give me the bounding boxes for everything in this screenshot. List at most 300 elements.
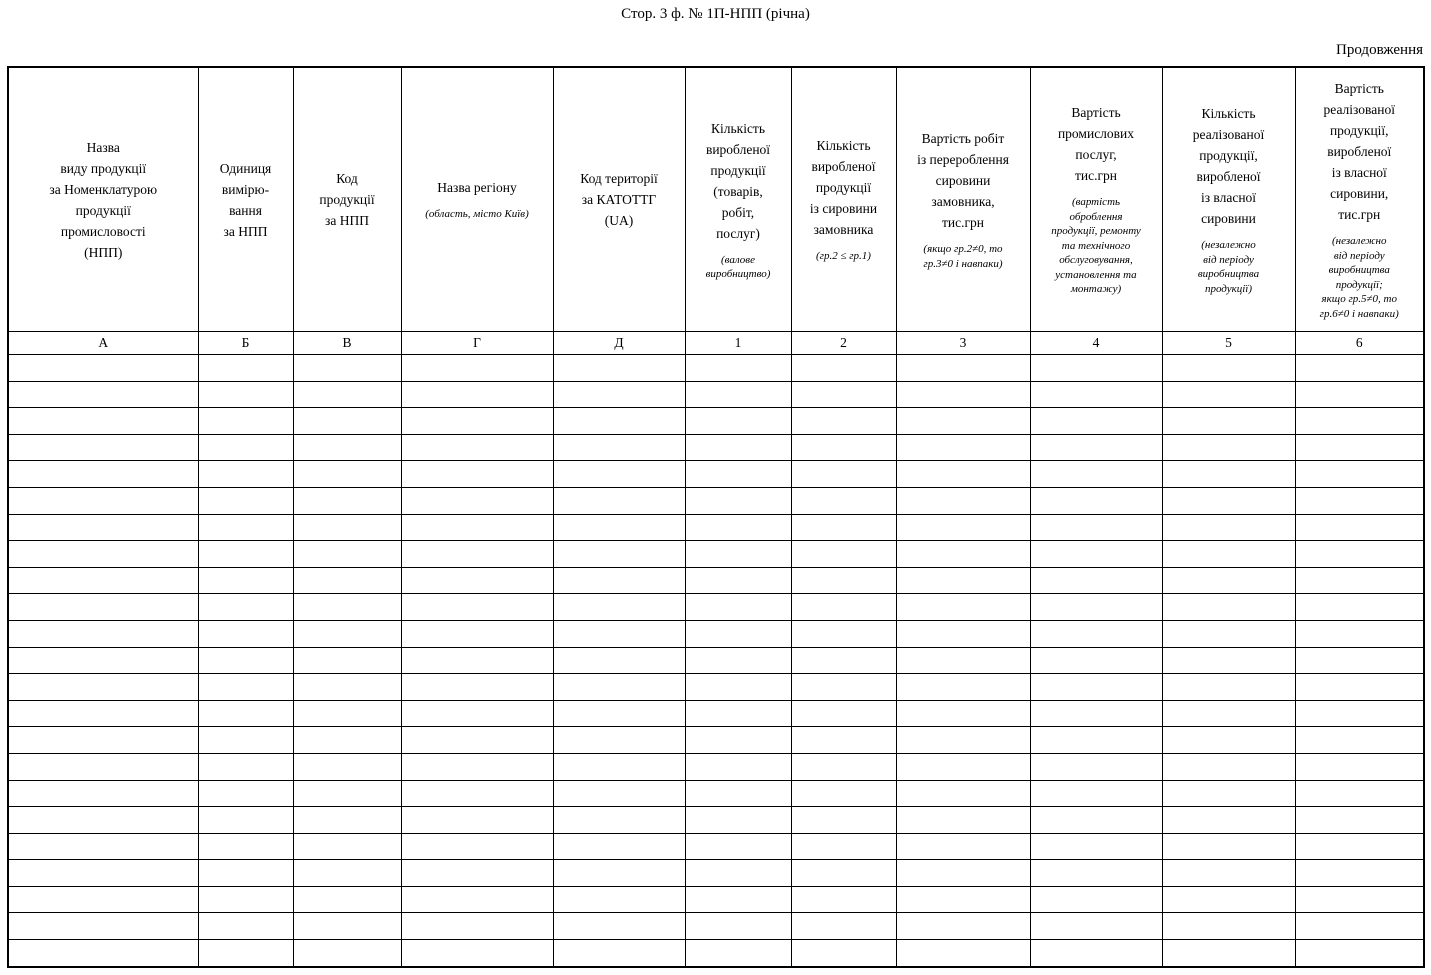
table-cell-qty-sold-own-raw [1162, 461, 1295, 488]
table-cell-unit-of-measure [198, 647, 293, 674]
table-cell-territory-code-katottg [553, 833, 685, 860]
table-cell-qty-produced [685, 434, 791, 461]
table-cell-product-name-npp [8, 434, 198, 461]
table-cell-qty-sold-own-raw [1162, 753, 1295, 780]
table-cell-cost-industrial-services [1030, 860, 1162, 887]
table-row [8, 647, 1424, 674]
table-cell-qty-produced-customer-raw [791, 727, 896, 754]
table-cell-unit-of-measure [198, 727, 293, 754]
table-cell-qty-sold-own-raw [1162, 807, 1295, 834]
table-cell-qty-sold-own-raw [1162, 487, 1295, 514]
table-row [8, 434, 1424, 461]
table-cell-cost-processing-customer-raw [896, 833, 1030, 860]
table-cell-cost-industrial-services [1030, 833, 1162, 860]
table-cell-qty-produced-customer-raw [791, 355, 896, 382]
table-cell-value-sold-own-raw [1295, 355, 1424, 382]
table-cell-product-code-npp [293, 647, 401, 674]
table-row [8, 807, 1424, 834]
table-cell-product-name-npp [8, 674, 198, 701]
table-cell-value-sold-own-raw [1295, 514, 1424, 541]
column-header-note: (незалежно від періоду виробництва продукції) [1197, 239, 1260, 295]
table-cell-cost-industrial-services [1030, 514, 1162, 541]
table-cell-qty-produced-customer-raw [791, 594, 896, 621]
table-cell-cost-industrial-services [1030, 487, 1162, 514]
table-cell-territory-code-katottg [553, 727, 685, 754]
column-code-qty-sold-own-raw: 5 [1162, 332, 1295, 355]
table-cell-product-name-npp [8, 700, 198, 727]
column-header-label: Кількість виробленої продукції із сировини замовника [809, 138, 878, 238]
table-cell-qty-produced [685, 860, 791, 887]
table-cell-cost-industrial-services [1030, 541, 1162, 568]
table-cell-qty-produced-customer-raw [791, 408, 896, 435]
column-header-label: Вартість робіт із перероблення сировини замовника, тис.грн [917, 131, 1009, 230]
table-cell-product-name-npp [8, 753, 198, 780]
table-cell-qty-produced [685, 913, 791, 940]
table-cell-product-code-npp [293, 434, 401, 461]
table-cell-region-name [401, 594, 553, 621]
table-cell-qty-sold-own-raw [1162, 620, 1295, 647]
table-cell-product-name-npp [8, 647, 198, 674]
table-cell-cost-processing-customer-raw [896, 461, 1030, 488]
table-cell-product-name-npp [8, 913, 198, 940]
table-cell-unit-of-measure [198, 487, 293, 514]
table-cell-territory-code-katottg [553, 807, 685, 834]
table-cell-qty-produced-customer-raw [791, 674, 896, 701]
table-cell-product-name-npp [8, 541, 198, 568]
table-cell-unit-of-measure [198, 514, 293, 541]
table-cell-qty-produced [685, 567, 791, 594]
table-cell-qty-sold-own-raw [1162, 594, 1295, 621]
table-cell-cost-industrial-services [1030, 434, 1162, 461]
table-cell-qty-sold-own-raw [1162, 408, 1295, 435]
table-cell-qty-produced-customer-raw [791, 487, 896, 514]
table-cell-product-code-npp [293, 514, 401, 541]
table-cell-cost-industrial-services [1030, 753, 1162, 780]
table-cell-territory-code-katottg [553, 886, 685, 913]
table-cell-territory-code-katottg [553, 381, 685, 408]
table-cell-cost-processing-customer-raw [896, 355, 1030, 382]
table-cell-qty-produced-customer-raw [791, 940, 896, 967]
table-cell-product-name-npp [8, 355, 198, 382]
column-code-product-code-npp: В [293, 332, 401, 355]
table-cell-qty-sold-own-raw [1162, 940, 1295, 967]
column-code-row [8, 332, 1424, 355]
table-cell-cost-industrial-services [1030, 355, 1162, 382]
table-cell-product-code-npp [293, 860, 401, 887]
table-cell-territory-code-katottg [553, 940, 685, 967]
table-cell-territory-code-katottg [553, 434, 685, 461]
table-cell-cost-processing-customer-raw [896, 753, 1030, 780]
table-cell-cost-processing-customer-raw [896, 514, 1030, 541]
table-cell-unit-of-measure [198, 434, 293, 461]
table-cell-qty-produced-customer-raw [791, 381, 896, 408]
table-row [8, 780, 1424, 807]
column-header-label: Код продукції за НПП [319, 171, 375, 228]
column-header-note: (область, місто Київ) [425, 208, 529, 221]
table-cell-qty-sold-own-raw [1162, 355, 1295, 382]
table-cell-unit-of-measure [198, 567, 293, 594]
column-code-territory-code-katottg: Д [553, 332, 685, 355]
table-cell-region-name [401, 674, 553, 701]
table-cell-qty-produced-customer-raw [791, 913, 896, 940]
table-cell-cost-industrial-services [1030, 408, 1162, 435]
table-cell-cost-industrial-services [1030, 913, 1162, 940]
column-header-note: (валове виробництво) [705, 253, 771, 280]
column-header-label: Вартість промислових послуг, тис.грн [1057, 105, 1135, 184]
table-cell-cost-industrial-services [1030, 940, 1162, 967]
table-cell-qty-sold-own-raw [1162, 541, 1295, 568]
table-cell-value-sold-own-raw [1295, 860, 1424, 887]
table-cell-unit-of-measure [198, 940, 293, 967]
table-cell-qty-produced [685, 753, 791, 780]
table-cell-value-sold-own-raw [1295, 461, 1424, 488]
table-cell-product-code-npp [293, 727, 401, 754]
table-cell-qty-produced-customer-raw [791, 886, 896, 913]
table-cell-value-sold-own-raw [1295, 833, 1424, 860]
table-cell-territory-code-katottg [553, 700, 685, 727]
table-cell-unit-of-measure [198, 620, 293, 647]
column-header-value-sold-own-raw [1295, 67, 1424, 332]
table-cell-qty-produced-customer-raw [791, 434, 896, 461]
table-cell-territory-code-katottg [553, 567, 685, 594]
table-row [8, 541, 1424, 568]
column-header-label: Назва регіону [437, 180, 517, 196]
table-cell-qty-produced-customer-raw [791, 461, 896, 488]
table-cell-territory-code-katottg [553, 594, 685, 621]
table-cell-cost-industrial-services [1030, 647, 1162, 674]
column-code-cost-processing-customer-raw: 3 [896, 332, 1030, 355]
table-cell-qty-produced [685, 940, 791, 967]
table-cell-qty-produced [685, 833, 791, 860]
table-cell-product-code-npp [293, 833, 401, 860]
table-cell-territory-code-katottg [553, 355, 685, 382]
table-cell-product-code-npp [293, 753, 401, 780]
table-cell-unit-of-measure [198, 886, 293, 913]
column-header-label: Одиниця вимірю- вання за НПП [219, 160, 272, 239]
table-cell-cost-processing-customer-raw [896, 381, 1030, 408]
table-row [8, 567, 1424, 594]
table-cell-qty-sold-own-raw [1162, 567, 1295, 594]
table-cell-product-code-npp [293, 408, 401, 435]
page-title: Стор. 3 ф. № 1П-НПП (річна) [621, 6, 810, 22]
table-cell-product-code-npp [293, 700, 401, 727]
table-cell-region-name [401, 860, 553, 887]
column-header-product-code-npp [293, 67, 401, 332]
table-cell-territory-code-katottg [553, 647, 685, 674]
table-cell-value-sold-own-raw [1295, 886, 1424, 913]
table-row [8, 913, 1424, 940]
table-row [8, 408, 1424, 435]
table-cell-qty-produced [685, 780, 791, 807]
table-cell-region-name [401, 913, 553, 940]
table-cell-product-name-npp [8, 461, 198, 488]
column-header-note: (гр.2 ≤ гр.1) [816, 250, 871, 263]
column-code-qty-produced-customer-raw: 2 [791, 332, 896, 355]
table-cell-product-name-npp [8, 408, 198, 435]
table-cell-cost-processing-customer-raw [896, 594, 1030, 621]
table-cell-cost-processing-customer-raw [896, 620, 1030, 647]
table-cell-product-name-npp [8, 381, 198, 408]
table-cell-region-name [401, 886, 553, 913]
table-cell-unit-of-measure [198, 408, 293, 435]
table-row [8, 594, 1424, 621]
table-cell-region-name [401, 807, 553, 834]
column-header-cost-industrial-services [1030, 67, 1162, 332]
column-code-region-name: Г [401, 332, 553, 355]
table-cell-cost-industrial-services [1030, 727, 1162, 754]
table-cell-region-name [401, 355, 553, 382]
table-cell-cost-industrial-services [1030, 567, 1162, 594]
table-cell-qty-sold-own-raw [1162, 833, 1295, 860]
table-cell-qty-produced-customer-raw [791, 647, 896, 674]
table-cell-value-sold-own-raw [1295, 807, 1424, 834]
table-cell-qty-sold-own-raw [1162, 514, 1295, 541]
table-cell-product-name-npp [8, 833, 198, 860]
table-cell-value-sold-own-raw [1295, 674, 1424, 701]
table-cell-product-name-npp [8, 514, 198, 541]
table-cell-cost-industrial-services [1030, 620, 1162, 647]
table-cell-qty-sold-own-raw [1162, 886, 1295, 913]
table-cell-cost-industrial-services [1030, 381, 1162, 408]
table-cell-unit-of-measure [198, 355, 293, 382]
table-cell-product-code-npp [293, 594, 401, 621]
table-cell-cost-processing-customer-raw [896, 727, 1030, 754]
column-header-label: Кількість виробленої продукції (товарів, робіт, послуг) [705, 120, 771, 241]
table-cell-region-name [401, 434, 553, 461]
table-cell-region-name [401, 940, 553, 967]
table-cell-qty-produced-customer-raw [791, 567, 896, 594]
table-cell-cost-processing-customer-raw [896, 886, 1030, 913]
column-code-unit-of-measure: Б [198, 332, 293, 355]
table-cell-region-name [401, 487, 553, 514]
table-cell-qty-produced [685, 408, 791, 435]
table-cell-product-code-npp [293, 355, 401, 382]
table-cell-product-code-npp [293, 913, 401, 940]
table-cell-value-sold-own-raw [1295, 434, 1424, 461]
table-cell-value-sold-own-raw [1295, 408, 1424, 435]
table-cell-value-sold-own-raw [1295, 700, 1424, 727]
table-cell-region-name [401, 567, 553, 594]
column-header-label: Вартість реалізованої продукції, виробленої із власної сировини, тис.грн [1323, 81, 1395, 222]
table-cell-region-name [401, 541, 553, 568]
table-cell-product-code-npp [293, 807, 401, 834]
table-row [8, 381, 1424, 408]
table-cell-cost-industrial-services [1030, 807, 1162, 834]
table-cell-qty-sold-own-raw [1162, 860, 1295, 887]
table-cell-qty-produced-customer-raw [791, 620, 896, 647]
table-cell-cost-processing-customer-raw [896, 860, 1030, 887]
table-cell-cost-industrial-services [1030, 594, 1162, 621]
table-cell-product-code-npp [293, 541, 401, 568]
table-cell-qty-sold-own-raw [1162, 913, 1295, 940]
table-cell-qty-produced [685, 886, 791, 913]
table-cell-unit-of-measure [198, 833, 293, 860]
column-header-region-name [401, 67, 553, 332]
table-cell-value-sold-own-raw [1295, 780, 1424, 807]
table-row [8, 620, 1424, 647]
column-header-label: Кількість реалізованої продукції, виробленої із власної сировини [1192, 106, 1265, 226]
table-cell-unit-of-measure [198, 753, 293, 780]
table-cell-cost-processing-customer-raw [896, 567, 1030, 594]
table-cell-qty-sold-own-raw [1162, 434, 1295, 461]
table-cell-product-name-npp [8, 940, 198, 967]
table-cell-qty-produced [685, 594, 791, 621]
table-cell-territory-code-katottg [553, 913, 685, 940]
table-row [8, 886, 1424, 913]
table-cell-qty-sold-own-raw [1162, 647, 1295, 674]
table-row [8, 514, 1424, 541]
column-header-qty-produced-customer-raw [791, 67, 896, 332]
table-cell-region-name [401, 461, 553, 488]
table-cell-unit-of-measure [198, 860, 293, 887]
table-cell-cost-processing-customer-raw [896, 434, 1030, 461]
table-cell-product-name-npp [8, 487, 198, 514]
column-header-note: (вартість оброблення продукції, ремонту та технічного обслуговування, установлення та монтажу) [1051, 196, 1141, 296]
table-cell-qty-produced-customer-raw [791, 514, 896, 541]
table-cell-qty-produced [685, 700, 791, 727]
table-cell-unit-of-measure [198, 381, 293, 408]
table-cell-qty-produced-customer-raw [791, 753, 896, 780]
table-cell-value-sold-own-raw [1295, 727, 1424, 754]
table-cell-cost-industrial-services [1030, 780, 1162, 807]
column-header-label: Назва виду продукції за Номенклатурою продукції промисловості (НПП) [49, 139, 158, 260]
table-cell-unit-of-measure [198, 594, 293, 621]
table-cell-cost-processing-customer-raw [896, 807, 1030, 834]
table-cell-unit-of-measure [198, 700, 293, 727]
table-cell-value-sold-own-raw [1295, 620, 1424, 647]
table-cell-cost-industrial-services [1030, 886, 1162, 913]
column-header-qty-sold-own-raw [1162, 67, 1295, 332]
table-cell-region-name [401, 727, 553, 754]
column-header-unit-of-measure [198, 67, 293, 332]
table-cell-territory-code-katottg [553, 514, 685, 541]
table-cell-unit-of-measure [198, 913, 293, 940]
table-cell-region-name [401, 408, 553, 435]
column-header-note: (якщо гр.2≠0, то гр.3≠0 і навпаки) [923, 243, 1003, 270]
table-cell-value-sold-own-raw [1295, 940, 1424, 967]
table-cell-product-code-npp [293, 567, 401, 594]
table-cell-product-code-npp [293, 461, 401, 488]
table-cell-cost-processing-customer-raw [896, 674, 1030, 701]
table-cell-product-code-npp [293, 487, 401, 514]
table-cell-product-name-npp [8, 807, 198, 834]
table-cell-unit-of-measure [198, 780, 293, 807]
table-cell-product-name-npp [8, 620, 198, 647]
table-cell-territory-code-katottg [553, 780, 685, 807]
table-cell-cost-processing-customer-raw [896, 700, 1030, 727]
table-cell-territory-code-katottg [553, 487, 685, 514]
table-cell-qty-produced [685, 727, 791, 754]
table-cell-region-name [401, 620, 553, 647]
table-cell-region-name [401, 514, 553, 541]
table-row [8, 700, 1424, 727]
table-cell-product-code-npp [293, 620, 401, 647]
production-table [7, 66, 1425, 968]
table-cell-value-sold-own-raw [1295, 567, 1424, 594]
column-header-label: Код території за КАТОТТГ (UA) [580, 171, 658, 228]
table-cell-product-code-npp [293, 674, 401, 701]
table-row [8, 487, 1424, 514]
column-code-cost-industrial-services: 4 [1030, 332, 1162, 355]
column-header-note: (незалежно від періоду виробництва продукції; якщо гр.5≠0, то гр.6≠0 і навпаки) [1319, 235, 1399, 320]
table-row [8, 860, 1424, 887]
table-row [8, 727, 1424, 754]
column-header-qty-produced [685, 67, 791, 332]
table-cell-qty-sold-own-raw [1162, 700, 1295, 727]
table-cell-region-name [401, 753, 553, 780]
table-cell-territory-code-katottg [553, 860, 685, 887]
table-cell-qty-produced-customer-raw [791, 833, 896, 860]
table-cell-qty-produced [685, 674, 791, 701]
table-cell-region-name [401, 833, 553, 860]
table-cell-qty-produced [685, 381, 791, 408]
table-cell-product-name-npp [8, 594, 198, 621]
table-row [8, 940, 1424, 967]
table-cell-qty-produced [685, 647, 791, 674]
table-cell-value-sold-own-raw [1295, 594, 1424, 621]
table-cell-unit-of-measure [198, 674, 293, 701]
table-cell-qty-produced-customer-raw [791, 700, 896, 727]
table-cell-cost-processing-customer-raw [896, 541, 1030, 568]
header-row [8, 67, 1424, 332]
table-cell-cost-industrial-services [1030, 674, 1162, 701]
table-cell-product-name-npp [8, 780, 198, 807]
table-cell-cost-processing-customer-raw [896, 780, 1030, 807]
column-code-product-name-npp: А [8, 332, 198, 355]
table-cell-qty-produced [685, 620, 791, 647]
table-cell-region-name [401, 381, 553, 408]
column-header-cost-processing-customer-raw [896, 67, 1030, 332]
table-cell-qty-produced [685, 355, 791, 382]
table-cell-territory-code-katottg [553, 753, 685, 780]
table-cell-territory-code-katottg [553, 620, 685, 647]
table-cell-qty-sold-own-raw [1162, 381, 1295, 408]
table-cell-product-code-npp [293, 381, 401, 408]
table-cell-value-sold-own-raw [1295, 487, 1424, 514]
table-cell-qty-sold-own-raw [1162, 674, 1295, 701]
table-cell-product-code-npp [293, 886, 401, 913]
table-cell-value-sold-own-raw [1295, 913, 1424, 940]
table-cell-qty-produced-customer-raw [791, 807, 896, 834]
table-cell-cost-processing-customer-raw [896, 913, 1030, 940]
table-cell-qty-produced-customer-raw [791, 860, 896, 887]
table-cell-product-name-npp [8, 727, 198, 754]
table-row [8, 674, 1424, 701]
table-cell-cost-industrial-services [1030, 700, 1162, 727]
table-row [8, 833, 1424, 860]
table-cell-qty-produced [685, 541, 791, 568]
table-cell-value-sold-own-raw [1295, 541, 1424, 568]
table-cell-product-name-npp [8, 860, 198, 887]
table-cell-qty-sold-own-raw [1162, 727, 1295, 754]
table-row [8, 461, 1424, 488]
table-row [8, 753, 1424, 780]
continuation-label: Продовження [1336, 42, 1423, 58]
table-cell-cost-processing-customer-raw [896, 647, 1030, 674]
table-cell-territory-code-katottg [553, 461, 685, 488]
table-cell-territory-code-katottg [553, 541, 685, 568]
table-cell-qty-sold-own-raw [1162, 780, 1295, 807]
table-row [8, 355, 1424, 382]
table-cell-cost-processing-customer-raw [896, 487, 1030, 514]
table-cell-qty-produced-customer-raw [791, 780, 896, 807]
table-cell-qty-produced [685, 514, 791, 541]
table-cell-qty-produced [685, 807, 791, 834]
column-header-product-name-npp [8, 67, 198, 332]
table-cell-product-code-npp [293, 940, 401, 967]
table-cell-value-sold-own-raw [1295, 381, 1424, 408]
table-cell-unit-of-measure [198, 541, 293, 568]
